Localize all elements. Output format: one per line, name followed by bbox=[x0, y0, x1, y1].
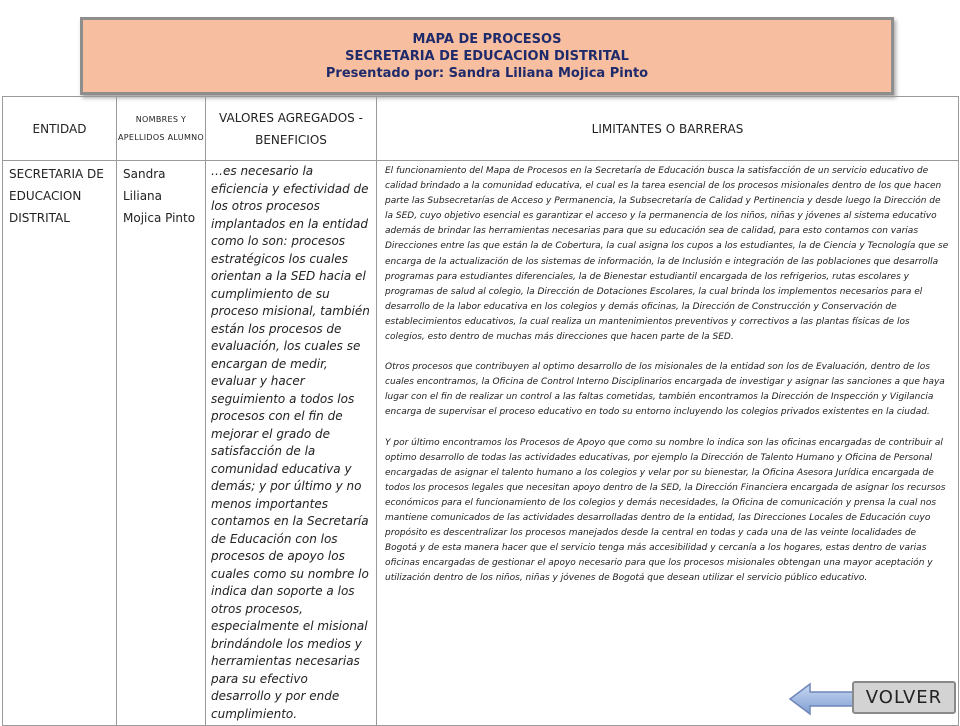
left-arrow-icon[interactable] bbox=[788, 681, 858, 718]
limitantes-paragraph-1: El funcionamiento del Mapa de Procesos en la Secretaría de Educación busca la satisfacción de un servicio educativo de calidad brindado a la comunidad educativa, el cual es la tarea esencial de los procesos misionales dentro de los que hacen parte las Subsecretarías de Acceso y Permanencia, la Subsecretaría de Calidad y Pertinencia y desde luego la Dirección de la SED, cuyo objetivo esencial es garantizar el acceso y la permanencia de los niños, niñas y jóvenes al sistema educativo además de brindar las herramientas necesarias para que su educación sea de calidad, para esto contamos con varias Direcciones entre las que están la de Cobertura, la cual asigna los cupos a los estudiantes, la de Ciencia y Tecnología que se encarga de la actualización de los sistemas de información, la de Inclusión e integración de las poblaciones que desarrolla programas para estudiantes diferenciales, la de Bienestar estudiantil encargada de los refrigerios, rutas escolares y programas de salud al colegio, la Dirección de Dotaciones Escolares, la cual brinda los implementos necesarios para el desarrollo de la labor educativa en los colegios y demás oficinas, la Dirección de Construcción y Conservación de establecimientos educativos, la cual realiza un mantenimientos preventivos y correctivos a las plantas físicas de los colegios, esto dentro de muchas más direcciones que hacen parte de la SED. bbox=[385, 166, 949, 343]
header-limitantes: LIMITANTES O BARRERAS bbox=[377, 97, 959, 161]
cell-nombre: Sandra Liliana Mojica Pinto bbox=[117, 161, 206, 726]
header-nombres: NOMBRES Y APELLIDOS ALUMNO bbox=[117, 97, 206, 161]
cell-limitantes bbox=[377, 161, 959, 726]
limitantes-paragraph-2: Otros procesos que contribuyen al optimo desarrollo de los misionales de la entidad son los de Evaluación, dentro de los cuales encontramos, la Oficina de Control Interno Disciplinarios encargada de investigar y asignar las sanciones a que haya lugar con el fin de realizar un control a las faltas cometidas, también encontramos la Dirección de Inspección y Vigilancia encarga de supervisar el proceso educativo en todo su entorno incluyendo los colegios privados existentes en la ciudad. bbox=[385, 362, 945, 418]
title-line-2: SECRETARIA DE EDUCACION DISTRITAL bbox=[345, 48, 629, 64]
volver-button[interactable]: VOLVER bbox=[852, 681, 956, 714]
cell-valores: …es necesario la eficiencia y efectividad de los otros procesos implantados en la entidad como lo son: procesos estratégicos los cuales orientan a la SED hacia el cumplimiento de su proceso misional, también están los procesos de evaluación, los cuales se encargan de medir, evaluar y hacer seguimiento a todos los procesos con el fin de mejorar el grado de satisfacción de la comunidad educativa y demás; y por último y no menos importantes contamos en la Secretaría de Educación con los procesos de apoyo los cuales como su nombre lo indica dan soporte a los otros procesos, especialmente el misional brindándole los medios y herramientas necesarias para su efectivo desarrollo y por ende cumplimiento. bbox=[206, 161, 377, 726]
limitantes-paragraph-3: Y por último encontramos los Procesos de Apoyo que como su nombre lo indica son las oficinas encargadas de contribuir al optimo desarrollo de todas las actividades educativas, por ejemplo la Dirección de Talento Humano y Oficina de Personal encargadas de asignar el talento humano a los colegios y velar por su bienestar, la Oficina Asesora Jurídica encargada de todos los procesos legales que necesitan apoyo dentro de la SED, la Dirección Financiera encargada de asignar los recursos económicos para el funcionamiento de los colegios y demás necesidades, la Oficina de comunicación y prensa la cual nos mantiene comunicados de las actividades desarrolladas dentro de la entidad, las Direcciones Locales de Educación cuyo propósito es descentralizar los procesos manejados desde la central en todas y cada una de las veinte localidades de Bogotá y de esta manera hacer que el servicio tenga más accesibilidad y cercanía a los hogares, estas dentro de varias oficinas encargadas de gestionar el apoyo necesario para que los procesos misionales obtengan una mayor aceptación y utilización dentro de los niños, niñas y jóvenes de Bogotá que desean utilizar el servicio público educativo. bbox=[385, 437, 946, 584]
title-line-1: MAPA DE PROCESOS bbox=[412, 31, 562, 47]
table-header-row bbox=[3, 97, 959, 161]
header-entidad: ENTIDAD bbox=[3, 97, 117, 161]
table-row bbox=[3, 161, 959, 726]
header-valores: VALORES AGREGADOS - BENEFICIOS bbox=[206, 97, 377, 161]
cell-entidad: SECRETARIA DE EDUCACION DISTRITAL bbox=[3, 161, 117, 726]
title-line-3: Presentado por: Sandra Liliana Mojica Pinto bbox=[325, 65, 649, 81]
process-map-table bbox=[2, 96, 959, 726]
title-banner bbox=[80, 17, 894, 95]
volver-nav bbox=[788, 681, 958, 718]
